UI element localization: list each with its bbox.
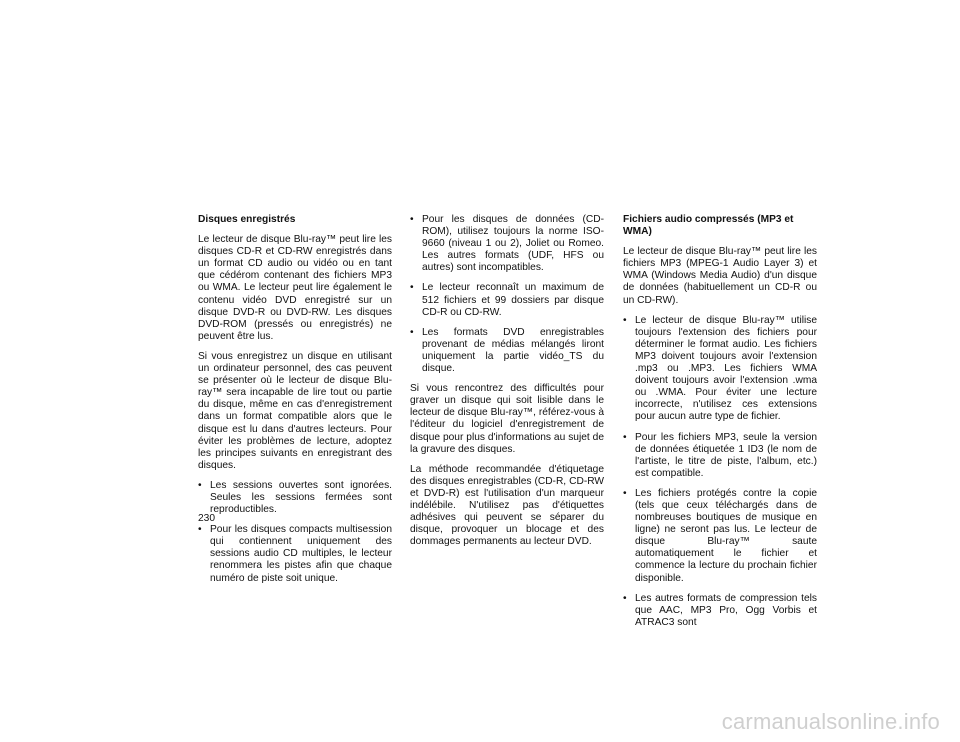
bullet-text: Les fichiers protégés contre la copie (tels que ceux téléchargés dans de nombreuses boutiques de musique en ligne) ne seront pas lus. Le lecteur de disque Blu-ray™ saute automatiquement le fichier et commence la lecture du prochain fichier disponible. (635, 487, 817, 584)
bullet-item (198, 480, 392, 516)
bullet-text: Le lecteur reconnaît un maximum de 512 fichiers et 99 dossiers par disque CD-R ou CD-RW. (422, 282, 604, 318)
bullet-text: Pour les fichiers MP3, seule la version de données étiquetée 1 ID3 (le nom de l'artiste, le titre de piste, l'album, etc.) est compatible. (635, 431, 817, 479)
bullet-item (198, 524, 392, 584)
bullet-text: Le lecteur de disque Blu-ray™ utilise toujours l'extension des fichiers pour déterminer le format audio. Les fichiers MP3 doivent toujours avoir l'extension .mp3 ou .MP3. Les fichiers WMA doivent toujours avoir l'extension .wma ou .WMA. Pour éviter une lecture incorrecte, n'utilisez ces extensions pour aucun autre type de fichier. (635, 314, 817, 423)
paragraph: Si vous rencontrez des difficultés pour graver un disque qui soit lisible dans le lecteur de disque Blu-ray™, référez-vous à l'éditeur du logiciel d'enregistrement de disque pour plus d'informations au sujet de la gravure des disques. (410, 383, 604, 455)
bullet-icon: • (410, 214, 414, 225)
bullet-text: Les autres formats de compression tels que AAC, MP3 Pro, Ogg Vorbis et ATRAC3 sont (635, 592, 817, 628)
watermark: carmanualsonline.info (721, 709, 940, 734)
bullet-icon: • (623, 487, 627, 499)
bullet-item (623, 315, 817, 424)
paragraph: La méthode recommandée d'étiquetage des disques enregistrables (CD-R, CD-RW et DVD-R) est l'utilisation d'un marqueur indélébile. N'utilisez pas d'étiquettes adhésives qui peuvent se séparer du disque, provoquer un blocage et des dommages permanents au lecteur DVD. (410, 463, 604, 548)
bullet-icon: • (198, 479, 202, 491)
bullet-text: Les sessions ouvertes sont ignorées. Seules les sessions fermées sont reproductibles. (210, 479, 392, 516)
bullet-list (198, 480, 392, 585)
bullet-icon: • (623, 592, 627, 604)
bullet-item (410, 327, 604, 375)
bullet-item (623, 488, 817, 585)
bullet-icon: • (410, 326, 414, 338)
bullet-icon: • (623, 431, 627, 443)
section-heading-compressed-audio: Fichiers audio compressés (MP3 et WMA) (623, 214, 794, 238)
page-number: 230 (198, 513, 215, 524)
section-heading-recorded-discs: Disques enregistrés (198, 214, 296, 225)
paragraph: Le lecteur de disque Blu-ray™ peut lire les disques CD-R et CD-RW enregistrés dans un format CD audio ou vidéo ou en tant que cédérom contenant des fichiers MP3 ou WMA. Le lecteur peut lire également le contenu vidéo DVD enregistré sur un disque DVD-R ou DVD-RW. Les disques DVD-ROM (pressés ou enregistrés) ne peuvent être lus. (198, 234, 392, 342)
bullet-icon: • (198, 524, 202, 536)
bullet-icon: • (623, 314, 627, 326)
bullet-text: Les formats DVD enregistrables provenant de médias mélangés liront uniquement la partie vidéo_TS du disque. (422, 326, 604, 375)
bullet-item (623, 432, 817, 480)
bullet-item (623, 593, 817, 629)
bullet-list (410, 214, 604, 375)
column-2 (410, 214, 604, 556)
column-1 (198, 214, 392, 593)
bullet-item (410, 214, 604, 274)
paragraph: Si vous enregistrez un disque en utilisant un ordinateur personnel, des cas peuvent se présenter où le lecteur de disque Blu-ray™ sera incapable de lire tout ou partie du disque, même en cas d'enregistrement dans un format compatible alors que le disque est lu dans d'autres lecteurs. Pour éviter les problèmes de lecture, adoptez les principes suivants en enregistrant des disques. (198, 350, 392, 471)
bullet-list (623, 315, 817, 629)
bullet-text: Pour les disques compacts multisession qui contiennent uniquement des sessions audio CD multiples, le lecteur renommera les pistes afin que chaque numéro de piste soit unique. (210, 524, 392, 584)
bullet-item (410, 282, 604, 318)
column-3 (623, 214, 817, 637)
bullet-icon: • (410, 282, 414, 294)
paragraph: Le lecteur de disque Blu-ray™ peut lire les fichiers MP3 (MPEG-1 Audio Layer 3) et WMA (Windows Media Audio) d'un disque de données (habituellement un CD-R ou un CD-RW). (623, 246, 817, 306)
bullet-text: Pour les disques de données (CD-ROM), utilisez toujours la norme ISO-9660 (niveau 1 ou 2), Joliet ou Romeo. Les autres formats (UDF, HFS ou autres) sont incompatibles. (422, 214, 604, 274)
